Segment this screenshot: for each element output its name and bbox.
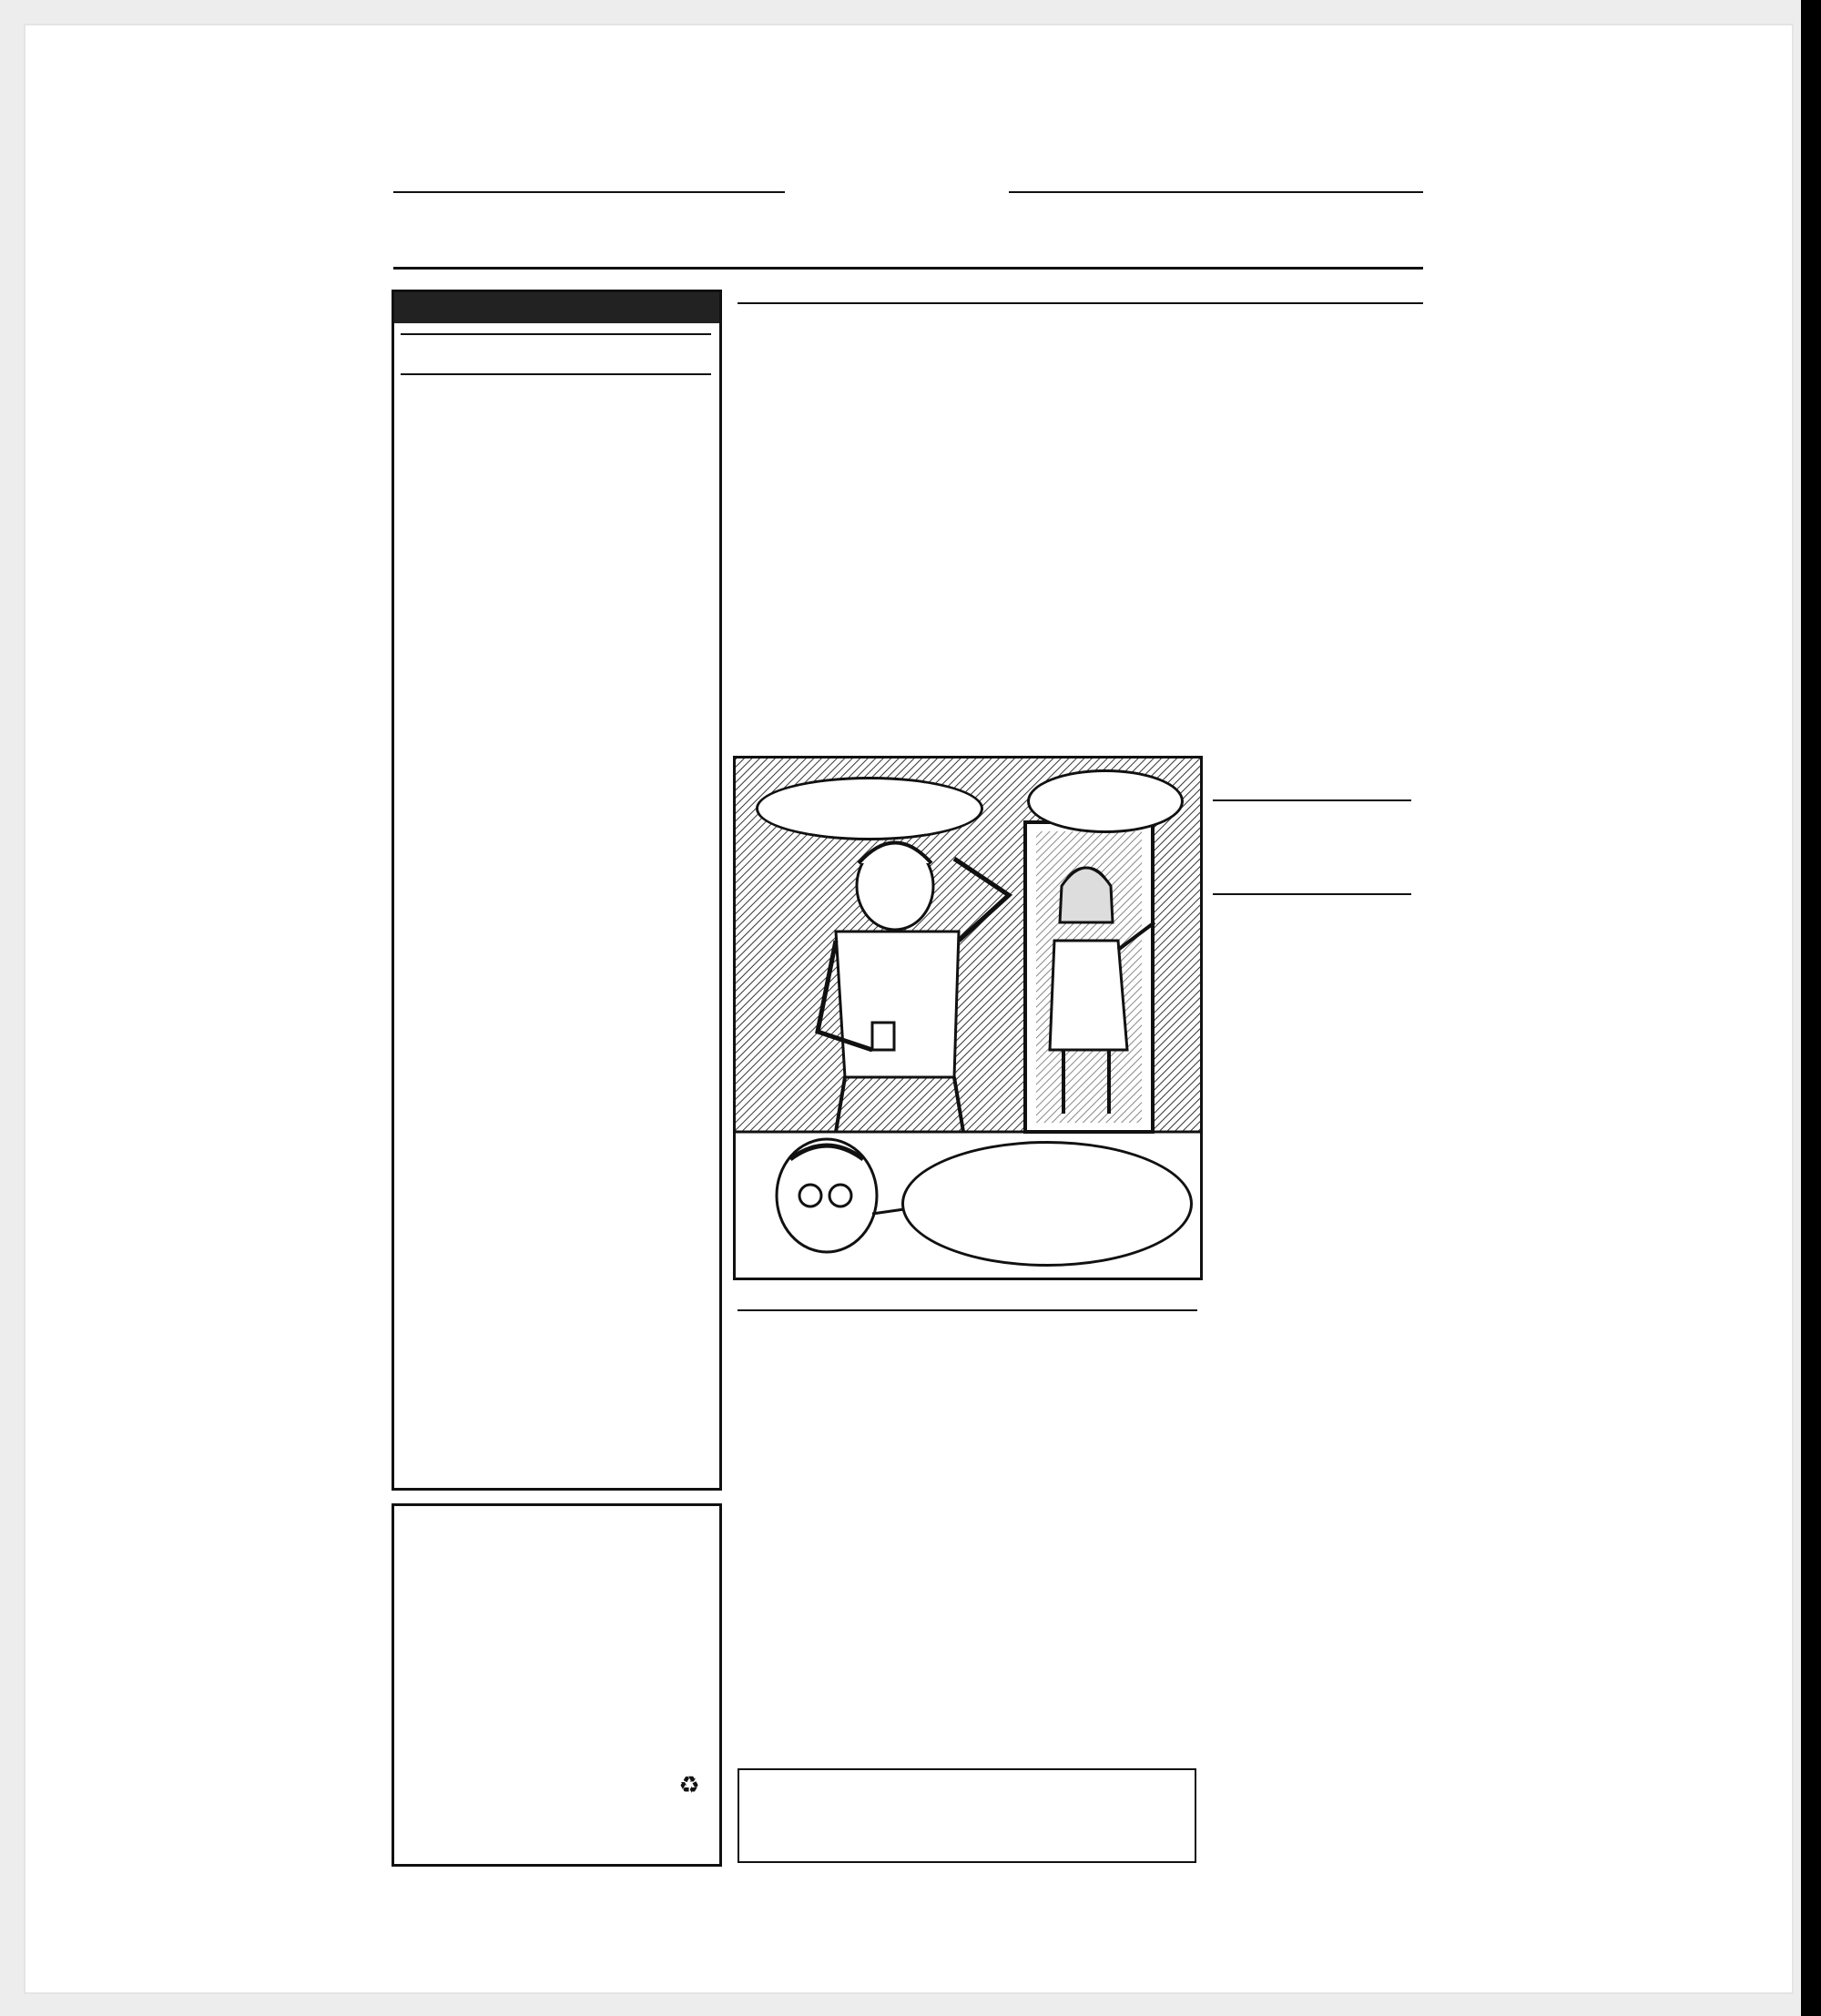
somalia-headline-rule xyxy=(401,373,711,375)
letter-column-3 xyxy=(1058,1351,1204,1761)
editorial-cartoon xyxy=(733,756,1203,1280)
staff-box xyxy=(392,1503,722,1867)
thursday-opinion-banner xyxy=(394,292,719,323)
cartoon-bubble-1 xyxy=(756,777,983,840)
recycle-icon: ♻ xyxy=(678,1772,700,1798)
somalia-top-rule xyxy=(401,333,711,335)
cartoon-bubble-2 xyxy=(1027,769,1184,833)
cartoon-bubble-3 xyxy=(901,1141,1193,1267)
wright-column-4 xyxy=(1264,342,1423,752)
scan-edge-bar xyxy=(1801,0,1821,2016)
letter-column-1 xyxy=(738,1351,885,1761)
masthead-rule-right xyxy=(1009,191,1423,193)
wright-column-3 xyxy=(1089,342,1251,752)
masthead-bottom-rule xyxy=(393,267,1423,270)
somalia-article-body xyxy=(401,453,711,1479)
horst-headline-rule xyxy=(1213,893,1411,895)
letters-policy-box xyxy=(738,1768,1196,1863)
wright-column-1 xyxy=(738,342,900,752)
horst-article-body xyxy=(1213,902,1415,1875)
letters-rule xyxy=(738,1309,1197,1311)
wright-column-2 xyxy=(913,342,1075,752)
wright-byline-rule xyxy=(738,302,1423,304)
horst-byline-rule xyxy=(1213,799,1411,801)
masthead-rule-left xyxy=(393,191,785,193)
letter-column-2 xyxy=(898,1351,1045,1761)
recycled-notice xyxy=(663,1773,716,1798)
